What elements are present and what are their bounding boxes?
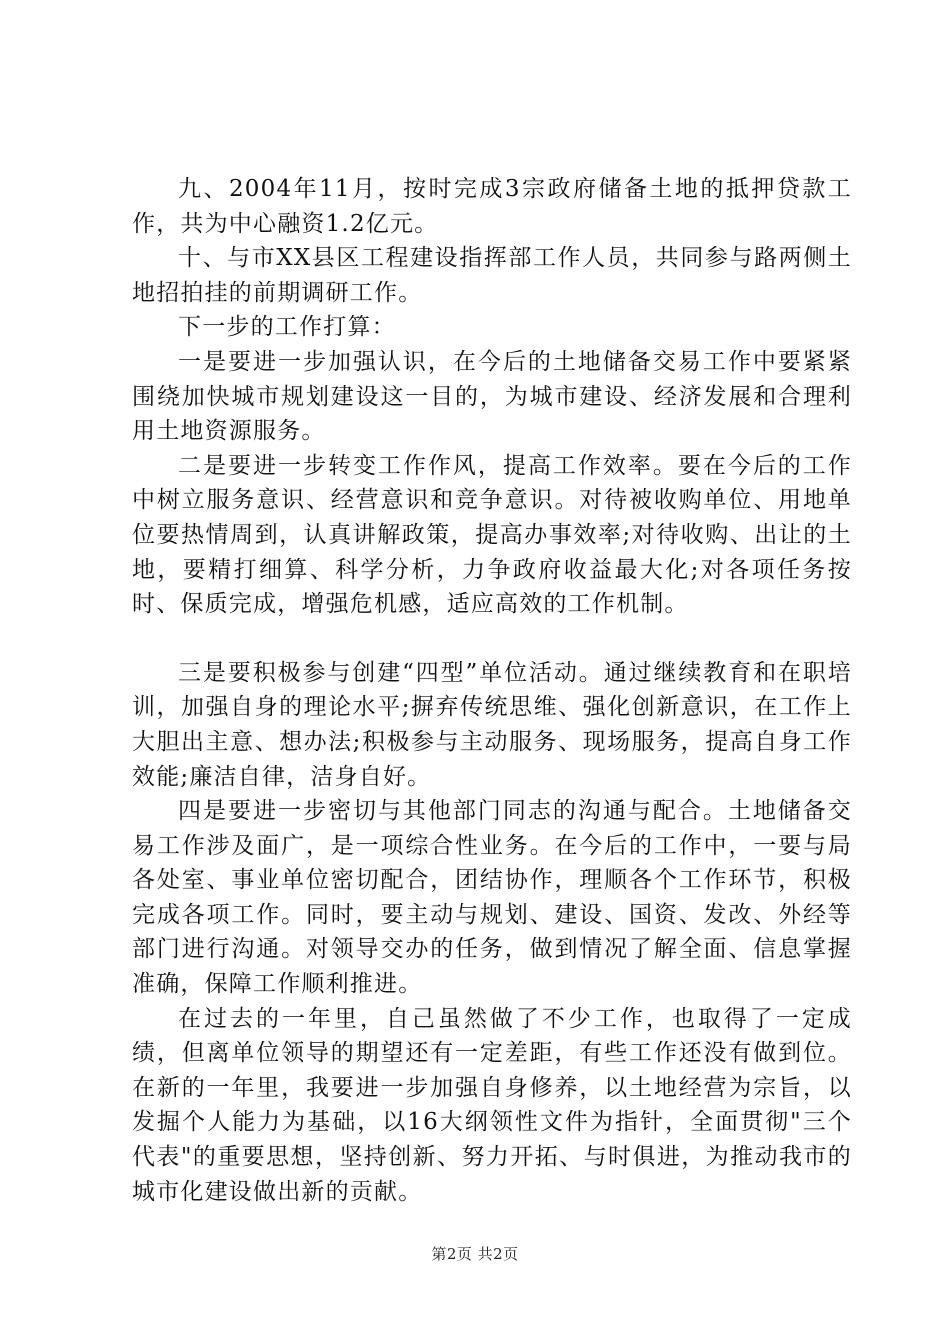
paragraph-plan-1: 一是要进一步加强认识，在今后的土地储备交易工作中要紧紧围绕加快城市规划建设这一目的，为城市建设、经济发展和合理利用土地资源服务。	[132, 348, 852, 445]
paragraph-item-10: 十、与市XX县区工程建设指挥部工作人员，共同参与路两侧土地招拍挂的前期调研工作。	[132, 245, 852, 306]
document-body	[132, 172, 852, 1209]
paragraph-plan-4: 四是要进一步密切与其他部门同志的沟通与配合。土地储备交易工作涉及面广，是一项综合性业务。在今后的工作中，一要与局各处室、事业单位密切配合，团结协作，理顺各个工作环节，积极完成各项工作。同时，要主动与规划、建设、国资、发改、外经等部门进行沟通。对领导交办的任务，做到情况了解全面、信息掌握准确，保障工作顺利推进。	[132, 798, 852, 998]
paragraph-conclusion: 在过去的一年里，自己虽然做了不少工作，也取得了一定成绩，但离单位领导的期望还有一定差距，有些工作还没有做到位。在新的一年里，我要进一步加强自身修养，以土地经营为宗旨，以发掘个人能力为基础，以16大纲领性文件为指针，全面贯彻"三个代表"的重要思想，坚持创新、努力开拓、与时俱进，为推动我市的城市化建设做出新的贡献。	[132, 1005, 852, 1205]
page-number-footer: 第2页 共2页	[431, 1245, 519, 1263]
paragraph-plan-3: 三是要积极参与创建“四型”单位活动。通过继续教育和在职培训，加强自身的理论水平;摒弃传统思维、强化创新意识，在工作上大胆出主意、想办法;积极参与主动服务、现场服务，提高自身工作效能;廉洁自律，洁身自好。	[132, 659, 852, 790]
paragraph-item-9: 九、2004年11月，按时完成3宗政府储备土地的抵押贷款工作，共为中心融资1.2亿元。	[132, 176, 852, 237]
paragraph-plan-2: 二是要进一步转变工作作风，提高工作效率。要在今后的工作中树立服务意识、经营意识和竞争意识。对待被收购单位、用地单位要热情周到，认真讲解政策，提高办事效率;对待收购、出让的土地，要精打细算、科学分析，力争政府收益最大化;对各项任务按时、保质完成，增强危机感，适应高效的工作机制。	[132, 452, 852, 618]
next-steps-heading: 下一步的工作打算：	[178, 314, 396, 341]
